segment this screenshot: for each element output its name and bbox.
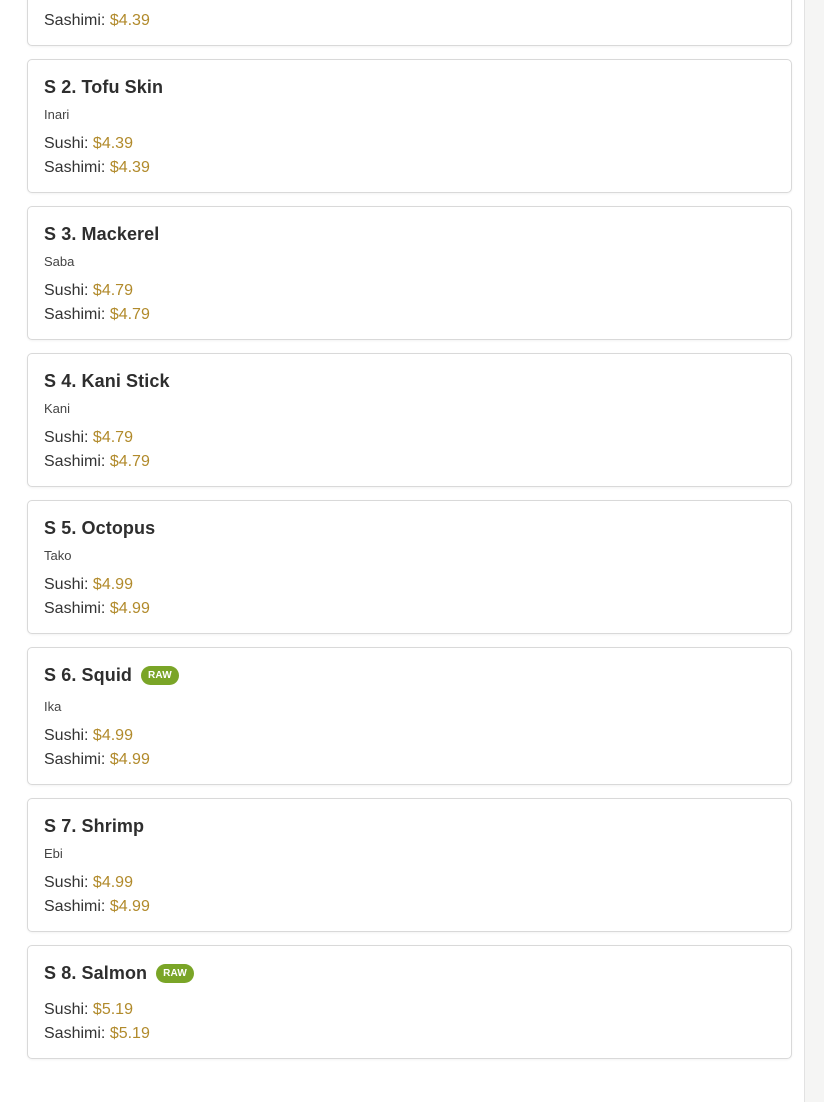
sushi-label: Sushi: [44,135,89,152]
menu-item-prices [44,279,775,327]
menu-item-card[interactable] [27,798,792,932]
sushi-price-row [44,724,775,748]
menu-item-prices [44,0,775,33]
sushi-price: $4.99 [92,727,133,744]
sashimi-price: $5.19 [109,1025,150,1042]
sushi-label: Sushi: [44,282,89,299]
sushi-price-row [44,132,775,156]
sashimi-label: Sashimi: [44,1025,106,1042]
sushi-price-row [44,279,775,303]
menu-item-title [44,515,775,541]
sashimi-label: Sashimi: [44,751,106,768]
sashimi-price-row [44,597,775,621]
menu-item-japanese-name: Inari [44,107,70,122]
sashimi-label: Sashimi: [44,600,106,617]
sushi-price: $4.99 [92,576,133,593]
sushi-price: $5.19 [92,1001,133,1018]
menu-item-card[interactable] [27,59,792,193]
menu-item-card[interactable] [27,353,792,487]
sushi-price: $4.79 [92,429,133,446]
menu-item-title [44,960,775,986]
sushi-price-row [44,998,775,1022]
sashimi-label: Sashimi: [44,306,106,323]
menu-item-prices [44,132,775,180]
menu-item-card[interactable] [27,500,792,634]
menu-item-prices [44,871,775,919]
menu-item-prices [44,724,775,772]
menu-item-prices [44,426,775,474]
menu-item-card[interactable] [27,647,792,785]
menu-item-name: S 6. Squid [44,664,133,685]
sashimi-price: $4.99 [109,898,150,915]
sashimi-price: $4.39 [109,12,150,29]
menu-item-card[interactable] [27,945,792,1059]
menu-item-japanese-name: Ika [44,699,62,714]
sashimi-price-row [44,895,775,919]
menu-item-title [44,813,775,839]
menu-item-title [44,662,775,688]
menu-item-japanese-name: Saba [44,254,75,269]
sashimi-label: Sashimi: [44,12,106,29]
sushi-label: Sushi: [44,576,89,593]
menu-item-title [44,74,775,100]
sashimi-price-row [44,450,775,474]
menu-item-prices [44,573,775,621]
menu-item-title [44,221,775,247]
sushi-label: Sushi: [44,874,89,891]
sashimi-price-row [44,9,775,33]
sashimi-price-row [44,748,775,772]
sushi-price-row [44,573,775,597]
sashimi-label: Sashimi: [44,453,106,470]
menu-item-name: S 8. Salmon [44,962,148,983]
sashimi-label: Sashimi: [44,159,106,176]
sashimi-price: $4.79 [109,453,150,470]
menu-item-name: S 4. Kani Stick [44,370,170,391]
menu-item-card[interactable] [27,206,792,340]
sushi-label: Sushi: [44,1001,89,1018]
menu-item-name: S 2. Tofu Skin [44,76,164,97]
menu-item-name: S 7. Shrimp [44,815,145,836]
menu-item-name: S 5. Octopus [44,517,156,538]
menu-item-japanese-name: Tako [44,548,72,563]
sashimi-price-row [44,1022,775,1046]
menu-item-japanese-name: Ebi [44,846,63,861]
sashimi-price-row [44,303,775,327]
sushi-price: $4.79 [92,282,133,299]
sashimi-price: $4.79 [109,306,150,323]
sashimi-price-row [44,156,775,180]
sashimi-price: $4.99 [109,751,150,768]
menu-item-card[interactable] [27,0,792,46]
sashimi-price: $4.39 [109,159,150,176]
sushi-label: Sushi: [44,429,89,446]
sushi-price-row [44,426,775,450]
menu-item-prices [44,998,775,1046]
menu-item-japanese-name: Kani [44,401,71,416]
sushi-price: $4.99 [92,874,133,891]
menu-item-list [27,0,792,1072]
sushi-label: Sushi: [44,727,89,744]
raw-badge: RAW [156,964,194,983]
sushi-price-row [44,871,775,895]
raw-badge: RAW [141,666,179,685]
menu-item-name: S 3. Mackerel [44,223,160,244]
sashimi-price: $4.99 [109,600,150,617]
menu-item-title [44,368,775,394]
sushi-price: $4.39 [92,135,133,152]
sashimi-label: Sashimi: [44,898,106,915]
